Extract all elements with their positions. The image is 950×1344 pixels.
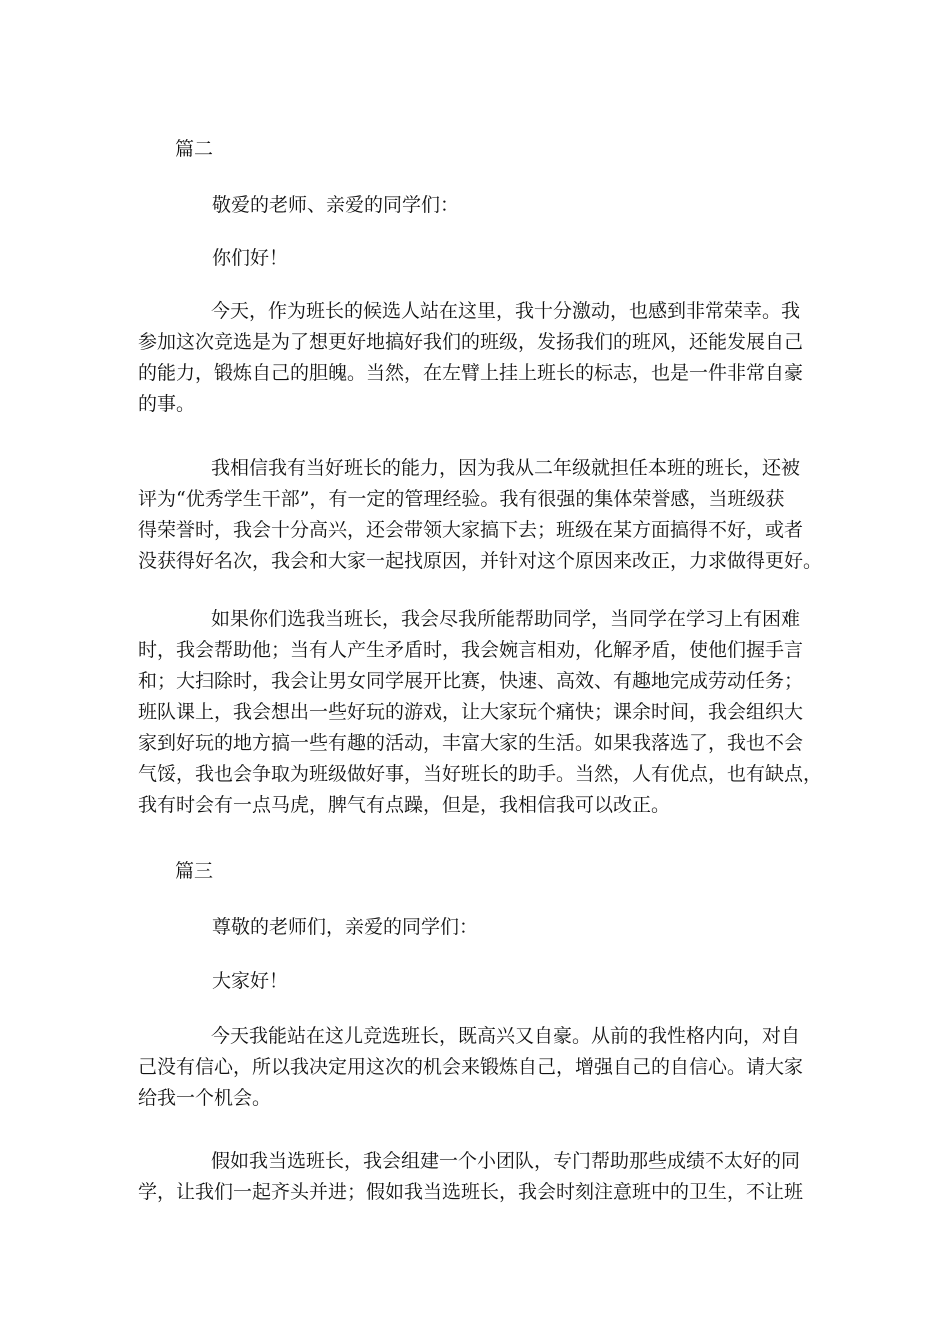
paragraph-line: 的能力，锻炼自己的胆魄。当然，在左臂上挂上班长的标志，也是一件非常自豪 (138, 362, 804, 384)
paragraph-line: 班队课上，我会想出一些好玩的游戏，让大家玩个痛快；课余时间，我会组织大 (138, 701, 804, 723)
paragraph-line: 评为“优秀学生干部”，有一定的管理经验。我有很强的集体荣誉感，当班级获 (138, 488, 785, 510)
paragraph-line: 时，我会帮助他；当有人产生矛盾时，我会婉言相劝，化解矛盾，使他们握手言 (138, 639, 804, 661)
paragraph-line: 的事。 (138, 393, 196, 415)
paragraph-line: 假如我当选班长，我会组建一个小团队，专门帮助那些成绩不太好的同 (211, 1150, 801, 1172)
paragraph-line: 气馁，我也会争取为班级做好事，当好班长的助手。当然，人有优点，也有缺点， (138, 763, 823, 785)
paragraph-line: 没获得好名次，我会和大家一起找原因，并针对这个原因来改正，力求做得更好。 (138, 550, 823, 572)
section-2-title: 篇二 (175, 138, 214, 160)
paragraph-line: 己没有信心，所以我决定用这次的机会来锻炼自己，增强自己的自信心。请大家 (138, 1056, 804, 1078)
section-3-greeting: 大家好！ (212, 970, 289, 992)
paragraph-line: 家到好玩的地方搞一些有趣的活动，丰富大家的生活。如果我落选了，我也不会 (138, 732, 804, 754)
section-2-paragraph-3 (138, 604, 828, 821)
paragraph-line: 我相信我有当好班长的能力，因为我从二年级就担任本班的班长，还被 (211, 457, 801, 479)
paragraph-line: 给我一个机会。 (138, 1087, 272, 1109)
section-2-salutation: 敬爱的老师、亲爱的同学们： (212, 194, 460, 216)
paragraph-line: 如果你们选我当班长，我会尽我所能帮助同学，当同学在学习上有困难 (211, 608, 801, 630)
paragraph-line: 得荣誉时，我会十分高兴，还会带领大家搞下去；班级在某方面搞得不好，或者 (138, 519, 804, 541)
paragraph-line: 和；大扫除时，我会让男女同学展开比赛，快速、高效、有趣地完成劳动任务； (138, 670, 804, 692)
section-2-paragraph-2 (138, 453, 828, 577)
paragraph-line: 我有时会有一点马虎，脾气有点躁，但是，我相信我可以改正。 (138, 794, 671, 816)
paragraph-line: 今天我能站在这儿竞选班长，既高兴又自豪。从前的我性格内向，对自 (211, 1025, 801, 1047)
paragraph-line: 参加这次竞选是为了想更好地搞好我们的班级，发扬我们的班风，还能发展自己 (138, 331, 804, 353)
paragraph-line: 今天，作为班长的候选人站在这里，我十分激动，也感到非常荣幸。我 (211, 300, 801, 322)
section-2-greeting: 你们好！ (212, 247, 289, 269)
section-3-paragraph-1 (138, 1021, 828, 1114)
section-3-paragraph-2 (138, 1146, 828, 1208)
paragraph-line: 学，让我们一起齐头并进；假如我当选班长，我会时刻注意班中的卫生，不让班 (138, 1181, 804, 1203)
section-3-salutation: 尊敬的老师们，亲爱的同学们： (212, 916, 479, 938)
section-3-title: 篇三 (175, 860, 214, 882)
section-2-paragraph-1 (138, 296, 828, 420)
